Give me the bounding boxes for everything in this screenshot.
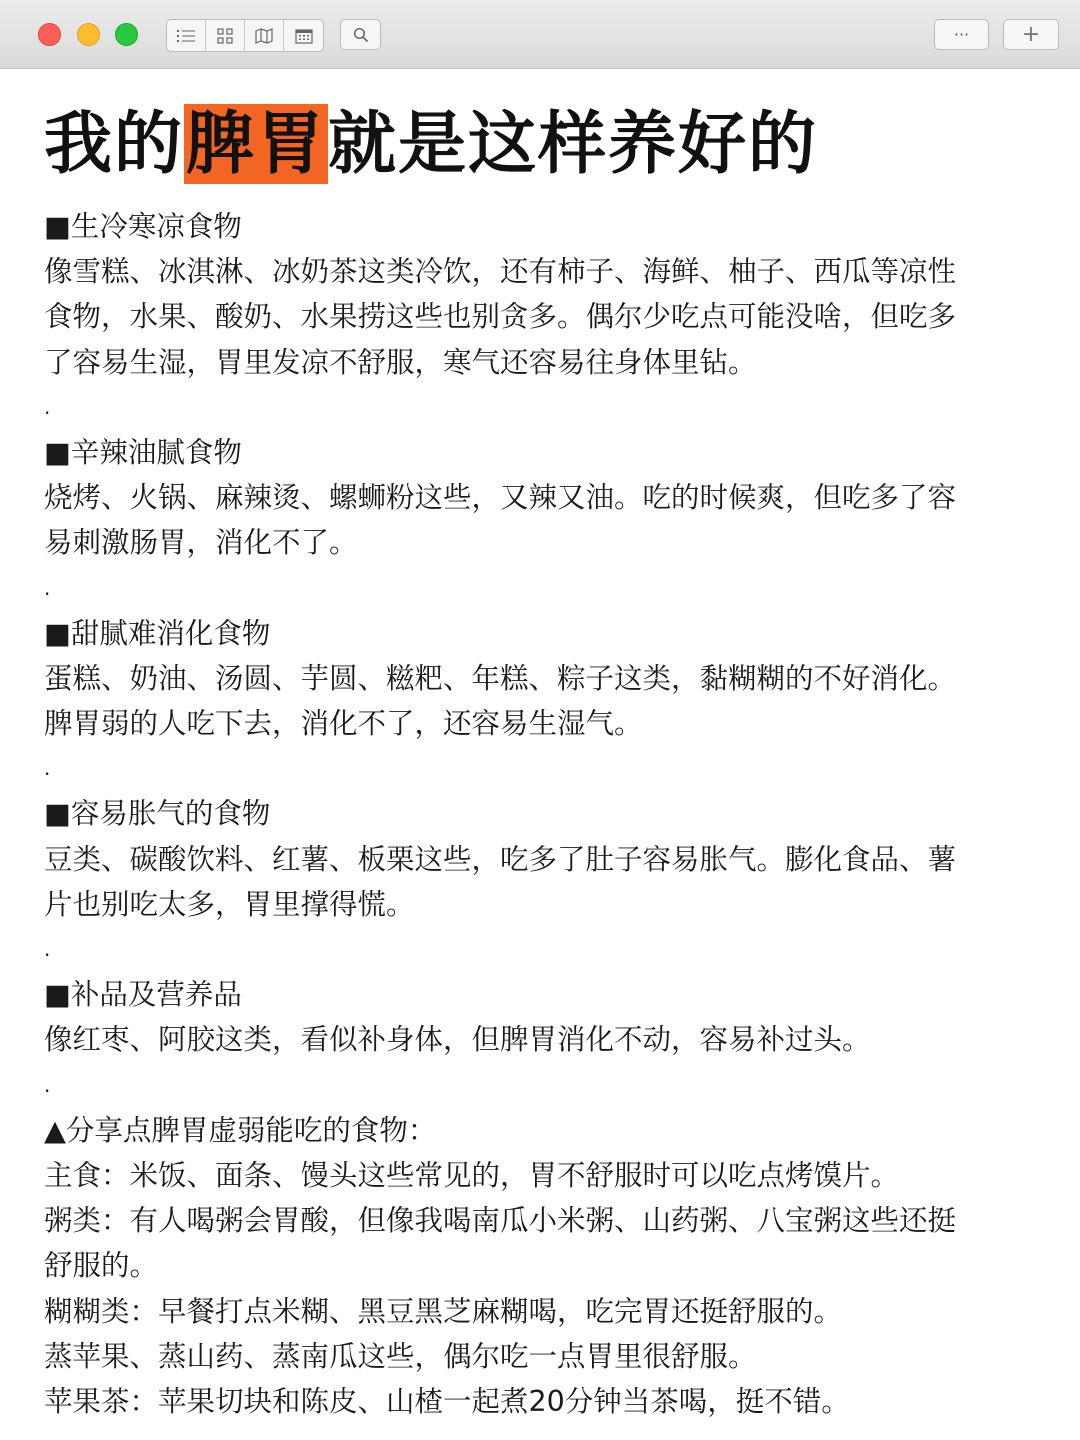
body-line: 蒸苹果、蒸山药、蒸南瓜这些，偶尔吃一点胃里很舒服。 [44, 1339, 757, 1373]
body-line: 粥类：有人喝粥会胃酸，但像我喝南瓜小米粥、山药粥、八宝粥这些还挺 [44, 1204, 957, 1238]
grid-view-icon[interactable] [206, 20, 245, 51]
title-highlight: 脾胃 [186, 104, 327, 184]
body-line: 糊糊类：早餐打点米糊、黑豆黑芝麻糊喝，吃完胃还挺舒服的。 [44, 1294, 843, 1328]
body-line: 像雪糕、冰淇淋、冰奶茶这类冷饮，还有柿子、海鲜、柚子、西瓜等凉性 [44, 255, 957, 289]
body-line: 脾胃弱的人吃下去，消化不了，还容易生湿气。 [44, 707, 643, 741]
more-button[interactable] [934, 19, 989, 50]
close-window-button[interactable] [38, 23, 61, 46]
body-line: 食物，水果、酸奶、水果捞这些也别贪多。偶尔少吃点可能没啥，但吃多 [44, 300, 957, 334]
search-icon [353, 27, 369, 43]
body-line: 舒服的。 [44, 1249, 159, 1283]
minimize-window-button[interactable] [77, 23, 100, 46]
body-line: 像红枣、阿胶这类，看似补身体，但脾胃消化不动，容易补过头。 [44, 1023, 871, 1057]
title-after: 就是这样养好的 [328, 104, 819, 184]
body-line: 豆类、碳酸饮料、红薯、板栗这些，吃多了肚子容易胀气。膨化食品、薯 [44, 842, 957, 876]
list-view-icon[interactable] [167, 20, 206, 51]
body-line: ■补品及营养品 [44, 978, 242, 1012]
separator-dot: . [44, 1072, 51, 1097]
body-line: ■辛辣油腻食物 [44, 435, 242, 469]
search-button[interactable] [340, 19, 381, 50]
calendar-icon[interactable] [284, 20, 323, 51]
body-line: 了容易生湿，胃里发凉不舒服，寒气还容易往身体里钻。 [44, 345, 757, 379]
title-before: 我的 [44, 104, 185, 184]
page-title [44, 100, 818, 188]
body-line: ▲分享点脾胃虚弱能吃的食物： [44, 1113, 437, 1147]
map-icon[interactable] [245, 20, 284, 51]
body-line: 主食：米饭、面条、馒头这些常见的，胃不舒服时可以吃点烤馍片。 [44, 1158, 900, 1192]
add-button[interactable] [1003, 19, 1059, 50]
body-line: 烧烤、火锅、麻辣烫、螺蛳粉这些，又辣又油。吃的时候爽，但吃多了容 [44, 481, 957, 515]
separator-dot: . [44, 756, 51, 781]
body-line: 片也别吃太多，胃里撑得慌。 [44, 887, 415, 921]
window-titlebar [0, 0, 1080, 69]
separator-dot: . [44, 575, 51, 600]
body-line: ■甜腻难消化食物 [44, 616, 271, 650]
body-line: 蛋糕、奶油、汤圆、芋圆、糍粑、年糕、粽子这类，黏糊糊的不好消化。 [44, 661, 957, 695]
zoom-window-button[interactable] [115, 23, 138, 46]
add-label: + [1021, 22, 1041, 47]
separator-dot: . [44, 394, 51, 419]
note-body[interactable] [44, 204, 1034, 1424]
body-line: 苹果茶：苹果切块和陈皮、山楂一起煮20分钟当茶喝，挺不错。 [44, 1384, 850, 1418]
separator-dot: . [44, 937, 51, 961]
body-line: ■容易胀气的食物 [44, 797, 271, 831]
body-line: ■生冷寒凉食物 [44, 210, 242, 243]
more-label: ··· [953, 25, 970, 44]
view-mode-segmented-control [166, 19, 324, 52]
body-line: 易刺激肠胃，消化不了。 [44, 526, 358, 560]
